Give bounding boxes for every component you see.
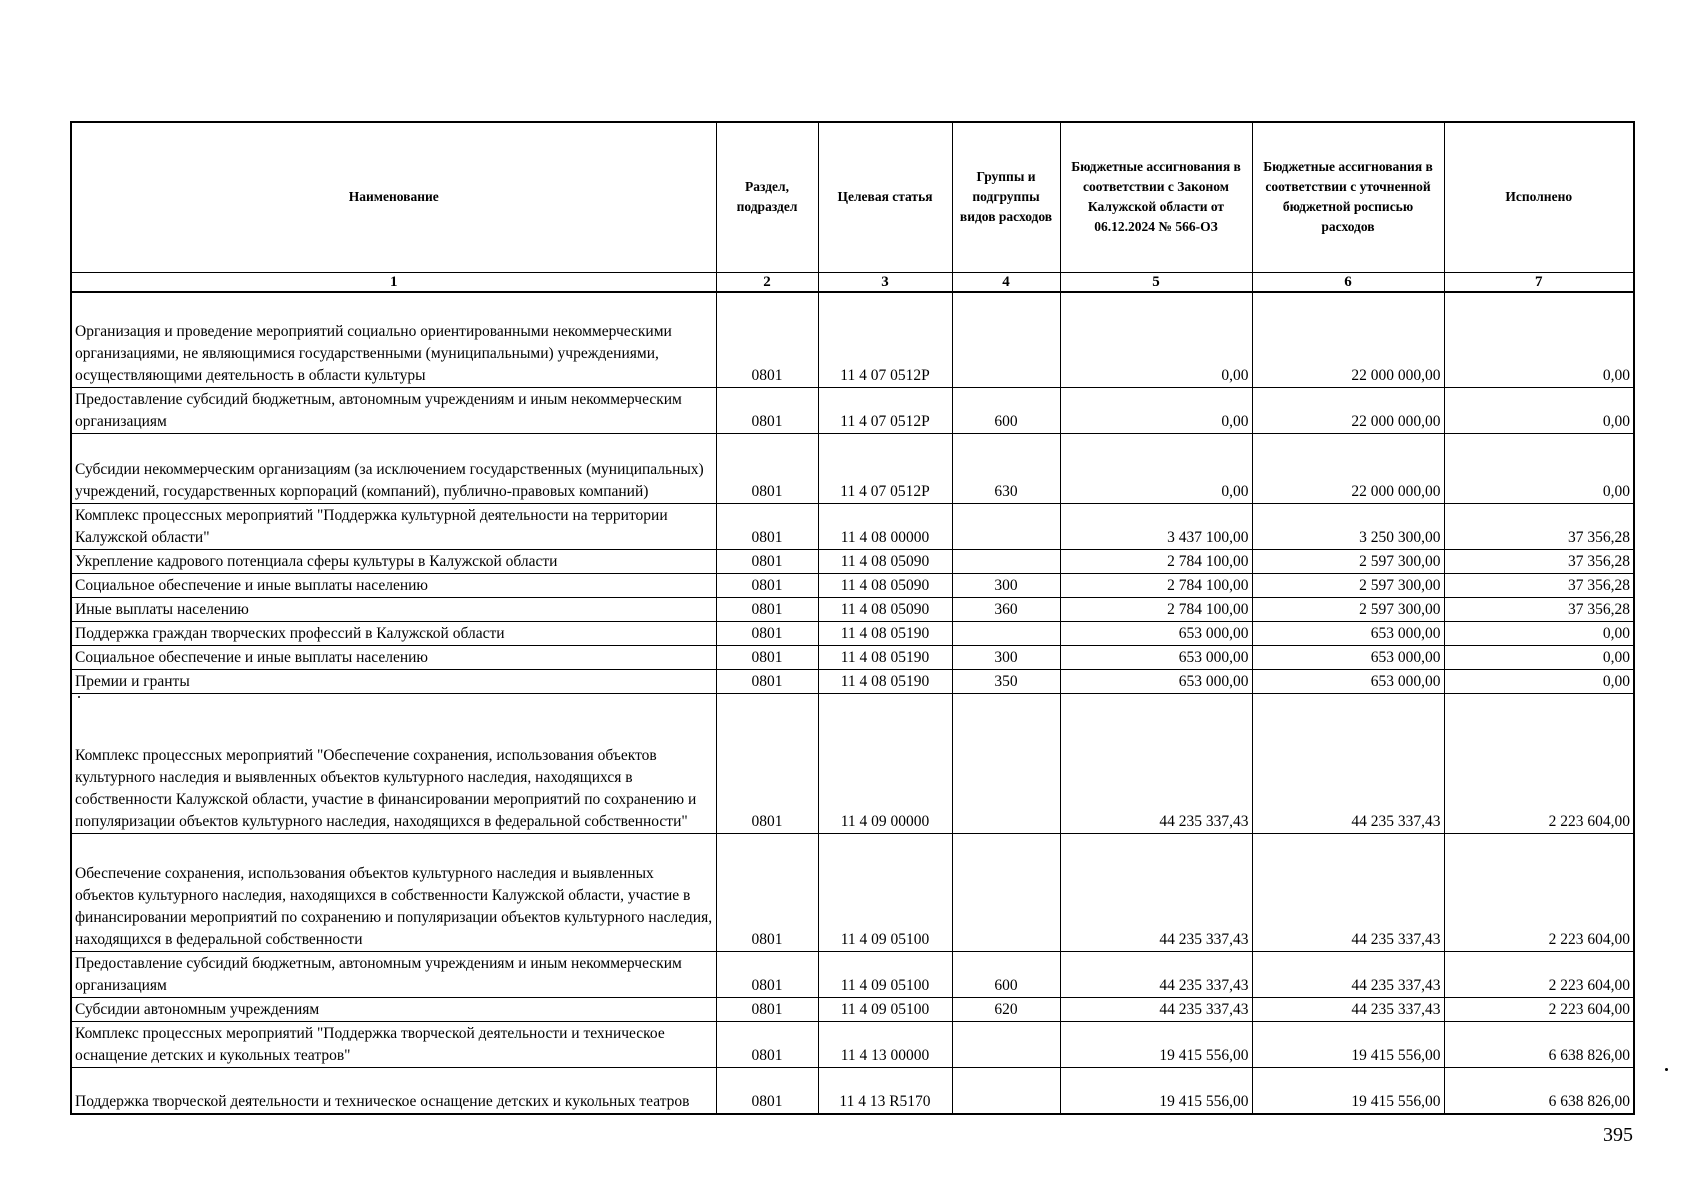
cell-executed-amount: 0,00 bbox=[1444, 388, 1634, 434]
cell-group: 360 bbox=[952, 598, 1060, 622]
header-group: Группы и подгруппы видов расходов bbox=[952, 122, 1060, 272]
cell-name: Укрепление кадрового потенциала сферы культуры в Калужской области bbox=[71, 550, 716, 574]
cell-executed-amount: 37 356,28 bbox=[1444, 550, 1634, 574]
cell-section: 0801 bbox=[716, 598, 818, 622]
cell-article: 11 4 08 05190 bbox=[818, 622, 952, 646]
cell-article: 11 4 08 05090 bbox=[818, 574, 952, 598]
cell-section: 0801 bbox=[716, 388, 818, 434]
column-number: 2 bbox=[716, 272, 818, 292]
table-body bbox=[71, 292, 1634, 1114]
column-number-row bbox=[71, 272, 1634, 292]
cell-section: 0801 bbox=[716, 998, 818, 1022]
header-refined: Бюджетные ассигнования в соответствии с уточненной бюджетной росписью расходов bbox=[1252, 122, 1444, 272]
cell-article: 11 4 07 0512Р bbox=[818, 434, 952, 504]
cell-group bbox=[952, 622, 1060, 646]
cell-refined-amount: 19 415 556,00 bbox=[1252, 1068, 1444, 1114]
page-number: 395 bbox=[1603, 1124, 1633, 1146]
cell-refined-amount: 2 597 300,00 bbox=[1252, 598, 1444, 622]
cell-executed-amount: 2 223 604,00 bbox=[1444, 694, 1634, 834]
cell-name: Субсидии автономным учреждениям bbox=[71, 998, 716, 1022]
cell-name: Предоставление субсидий бюджетным, автономным учреждениям и иным некоммерческим организациям bbox=[71, 952, 716, 998]
cell-name: Премии и гранты bbox=[71, 670, 716, 694]
cell-group: 630 bbox=[952, 434, 1060, 504]
cell-law-amount: 0,00 bbox=[1060, 388, 1252, 434]
cell-law-amount: 653 000,00 bbox=[1060, 670, 1252, 694]
cell-law-amount: 0,00 bbox=[1060, 292, 1252, 388]
table-header bbox=[71, 122, 1634, 292]
cell-section: 0801 bbox=[716, 504, 818, 550]
cell-name: Субсидии некоммерческим организациям (за исключением государственных (муниципальных) учреждений, государственных корпораций (компаний), публично-правовых компаний) bbox=[71, 434, 716, 504]
cell-law-amount: 2 784 100,00 bbox=[1060, 574, 1252, 598]
table-row bbox=[71, 504, 1634, 550]
cell-group bbox=[952, 504, 1060, 550]
header-article: Целевая статья bbox=[818, 122, 952, 272]
cell-article: 11 4 08 05090 bbox=[818, 550, 952, 574]
cell-article: 11 4 07 0512Р bbox=[818, 388, 952, 434]
cell-refined-amount: 44 235 337,43 bbox=[1252, 834, 1444, 952]
cell-refined-amount: 22 000 000,00 bbox=[1252, 434, 1444, 504]
cell-refined-amount: 19 415 556,00 bbox=[1252, 1022, 1444, 1068]
cell-article: 11 4 08 00000 bbox=[818, 504, 952, 550]
cell-article: 11 4 13 R5170 bbox=[818, 1068, 952, 1114]
cell-refined-amount: 653 000,00 bbox=[1252, 622, 1444, 646]
cell-group: 600 bbox=[952, 388, 1060, 434]
table-row bbox=[71, 646, 1634, 670]
cell-group bbox=[952, 292, 1060, 388]
cell-name: Поддержка творческой деятельности и техническое оснащение детских и кукольных театров bbox=[71, 1068, 716, 1114]
cell-law-amount: 0,00 bbox=[1060, 434, 1252, 504]
cell-article: 11 4 09 05100 bbox=[818, 998, 952, 1022]
cell-name: Предоставление субсидий бюджетным, автономным учреждениям и иным некоммерческим организациям bbox=[71, 388, 716, 434]
cell-executed-amount: 0,00 bbox=[1444, 622, 1634, 646]
cell-executed-amount: 2 223 604,00 bbox=[1444, 998, 1634, 1022]
cell-refined-amount: 2 597 300,00 bbox=[1252, 550, 1444, 574]
cell-executed-amount: 2 223 604,00 bbox=[1444, 952, 1634, 998]
cell-section: 0801 bbox=[716, 670, 818, 694]
table-row bbox=[71, 1022, 1634, 1068]
cell-article: 11 4 08 05190 bbox=[818, 646, 952, 670]
cell-refined-amount: 22 000 000,00 bbox=[1252, 292, 1444, 388]
header-law: Бюджетные ассигнования в соответствии с Законом Калужской области от 06.12.2024 № 566-ОЗ bbox=[1060, 122, 1252, 272]
table-row bbox=[71, 834, 1634, 952]
table-row bbox=[71, 574, 1634, 598]
cell-law-amount: 653 000,00 bbox=[1060, 622, 1252, 646]
cell-article: 11 4 13 00000 bbox=[818, 1022, 952, 1068]
cell-group bbox=[952, 1068, 1060, 1114]
cell-group: 600 bbox=[952, 952, 1060, 998]
cell-group bbox=[952, 1022, 1060, 1068]
table-row bbox=[71, 622, 1634, 646]
cell-law-amount: 44 235 337,43 bbox=[1060, 834, 1252, 952]
cell-article: 11 4 07 0512Р bbox=[818, 292, 952, 388]
cell-group: 300 bbox=[952, 646, 1060, 670]
scan-dot bbox=[1665, 1068, 1668, 1071]
cell-name: Организация и проведение мероприятий социально ориентированными некоммерческими организациями, не являющимися государственными (муниципальными) учреждениями, осуществляющими деятельность в области культуры bbox=[71, 292, 716, 388]
cell-refined-amount: 22 000 000,00 bbox=[1252, 388, 1444, 434]
cell-executed-amount: 6 638 826,00 bbox=[1444, 1068, 1634, 1114]
cell-executed-amount: 37 356,28 bbox=[1444, 574, 1634, 598]
cell-law-amount: 653 000,00 bbox=[1060, 646, 1252, 670]
cell-group bbox=[952, 550, 1060, 574]
cell-section: 0801 bbox=[716, 952, 818, 998]
table-row bbox=[71, 550, 1634, 574]
cell-law-amount: 44 235 337,43 bbox=[1060, 952, 1252, 998]
column-number: 3 bbox=[818, 272, 952, 292]
cell-name: Иные выплаты населению bbox=[71, 598, 716, 622]
cell-section: 0801 bbox=[716, 550, 818, 574]
cell-law-amount: 19 415 556,00 bbox=[1060, 1068, 1252, 1114]
cell-name: Комплекс процессных мероприятий "Поддержка творческой деятельности и техническое оснащение детских и кукольных театров" bbox=[71, 1022, 716, 1068]
cell-group: 350 bbox=[952, 670, 1060, 694]
header-row bbox=[71, 122, 1634, 272]
header-executed: Исполнено bbox=[1444, 122, 1634, 272]
cell-article: 11 4 09 05100 bbox=[818, 952, 952, 998]
cell-refined-amount: 3 250 300,00 bbox=[1252, 504, 1444, 550]
cell-law-amount: 2 784 100,00 bbox=[1060, 550, 1252, 574]
table-row bbox=[71, 388, 1634, 434]
column-number: 6 bbox=[1252, 272, 1444, 292]
cell-name: Социальное обеспечение и иные выплаты населению bbox=[71, 646, 716, 670]
table-row bbox=[71, 998, 1634, 1022]
cell-executed-amount: 0,00 bbox=[1444, 434, 1634, 504]
cell-section: 0801 bbox=[716, 434, 818, 504]
cell-group bbox=[952, 694, 1060, 834]
cell-article: 11 4 09 05100 bbox=[818, 834, 952, 952]
column-number: 1 bbox=[71, 272, 716, 292]
cell-executed-amount: 2 223 604,00 bbox=[1444, 834, 1634, 952]
cell-executed-amount: 37 356,28 bbox=[1444, 504, 1634, 550]
cell-article: 11 4 08 05090 bbox=[818, 598, 952, 622]
cell-section: 0801 bbox=[716, 834, 818, 952]
cell-law-amount: 2 784 100,00 bbox=[1060, 598, 1252, 622]
cell-executed-amount: 0,00 bbox=[1444, 670, 1634, 694]
table-row bbox=[71, 434, 1634, 504]
cell-section: 0801 bbox=[716, 1068, 818, 1114]
cell-section: 0801 bbox=[716, 1022, 818, 1068]
cell-refined-amount: 44 235 337,43 bbox=[1252, 998, 1444, 1022]
header-name: Наименование bbox=[71, 122, 716, 272]
table-row bbox=[71, 694, 1634, 834]
cell-law-amount: 44 235 337,43 bbox=[1060, 694, 1252, 834]
cell-section: 0801 bbox=[716, 292, 818, 388]
table-row bbox=[71, 292, 1634, 388]
cell-law-amount: 3 437 100,00 bbox=[1060, 504, 1252, 550]
cell-section: 0801 bbox=[716, 574, 818, 598]
cell-name: Поддержка граждан творческих профессий в Калужской области bbox=[71, 622, 716, 646]
cell-group: 620 bbox=[952, 998, 1060, 1022]
cell-law-amount: 19 415 556,00 bbox=[1060, 1022, 1252, 1068]
cell-section: 0801 bbox=[716, 646, 818, 670]
cell-executed-amount: 37 356,28 bbox=[1444, 598, 1634, 622]
table-row bbox=[71, 1068, 1634, 1114]
header-section: Раздел, подраздел bbox=[716, 122, 818, 272]
budget-table bbox=[70, 121, 1635, 1115]
cell-refined-amount: 653 000,00 bbox=[1252, 646, 1444, 670]
column-number: 5 bbox=[1060, 272, 1252, 292]
cell-name: Социальное обеспечение и иные выплаты населению bbox=[71, 574, 716, 598]
table-row bbox=[71, 952, 1634, 998]
cell-article: 11 4 09 00000 bbox=[818, 694, 952, 834]
cell-article: 11 4 08 05190 bbox=[818, 670, 952, 694]
cell-name: Обеспечение сохранения, использования объектов культурного наследия и выявленных объектов культурного наследия, находящихся в собственности Калужской области, участие в финансировании мероприятий по сохранению и популяризации объектов культурного наследия, находящихся в федеральной собственности bbox=[71, 834, 716, 952]
cell-refined-amount: 44 235 337,43 bbox=[1252, 694, 1444, 834]
cell-section: 0801 bbox=[716, 694, 818, 834]
cell-refined-amount: 44 235 337,43 bbox=[1252, 952, 1444, 998]
cell-executed-amount: 0,00 bbox=[1444, 646, 1634, 670]
cell-executed-amount: 6 638 826,00 bbox=[1444, 1022, 1634, 1068]
table-row bbox=[71, 598, 1634, 622]
column-number: 4 bbox=[952, 272, 1060, 292]
column-number: 7 bbox=[1444, 272, 1634, 292]
cell-section: 0801 bbox=[716, 622, 818, 646]
cell-name: Комплекс процессных мероприятий "Поддержка культурной деятельности на территории Калужской области" bbox=[71, 504, 716, 550]
cell-refined-amount: 2 597 300,00 bbox=[1252, 574, 1444, 598]
cell-law-amount: 44 235 337,43 bbox=[1060, 998, 1252, 1022]
cell-group bbox=[952, 834, 1060, 952]
scan-dot bbox=[78, 696, 80, 698]
cell-executed-amount: 0,00 bbox=[1444, 292, 1634, 388]
cell-refined-amount: 653 000,00 bbox=[1252, 670, 1444, 694]
table-row bbox=[71, 670, 1634, 694]
cell-group: 300 bbox=[952, 574, 1060, 598]
cell-name: Комплекс процессных мероприятий "Обеспечение сохранения, использования объектов культурного наследия и выявленных объектов культурного наследия, находящихся в собственности Калужской области, участие в финансировании мероприятий по сохранению и популяризации объектов культурного наследия, находящихся в федеральной собственности" bbox=[71, 694, 716, 834]
